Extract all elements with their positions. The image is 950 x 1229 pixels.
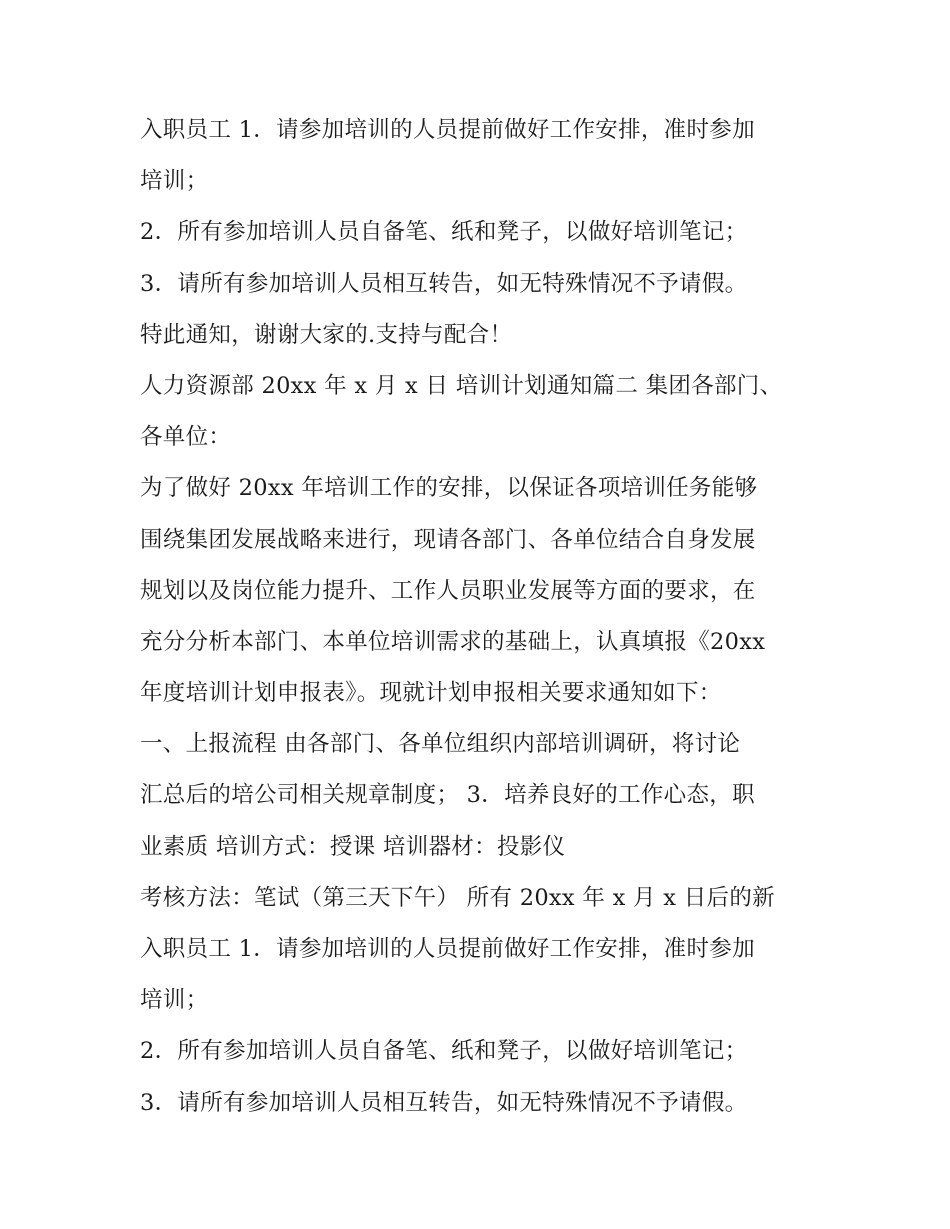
text-line: 2．所有参加培训人员自备笔、纸和凳子，以做好培训笔记； [140, 219, 748, 246]
text-line: 规划以及岗位能力提升、工作人员职业发展等方面的要求，在 [140, 577, 756, 604]
text-line: 一、上报流程 由各部门、各单位组织内部培训调研，将讨论 [140, 731, 741, 758]
text-line: 为了做好 20xx 年培训工作的安排，以保证各项培训任务能够 [140, 475, 758, 502]
text-line: 特此通知，谢谢大家的.支持与配合！ [140, 321, 513, 348]
text-line: 入职员工 1．请参加培训的人员提前做好工作安排，准时参加 [140, 936, 755, 962]
document-body [140, 105, 830, 1129]
text-line: 3．请所有参加培训人员相互转告，如无特殊情况不予请假。 [140, 270, 748, 297]
text-line: 人力资源部 20xx 年 x 月 x 日 培训计划通知篇二 集团各部门、 [140, 372, 783, 399]
text-line: 培训； [140, 987, 209, 1014]
text-line: 各单位： [140, 424, 232, 451]
text-line: 充分分析本部门、本单位培训需求的基础上，认真填报《20xx [140, 628, 766, 655]
text-line: 围绕集团发展战略来进行，现请各部门、各单位结合自身发展 [140, 526, 756, 553]
text-line: 3．请所有参加培训人员相互转告，如无特殊情况不予请假。 [140, 1089, 748, 1116]
text-line: 业素质 培训方式：授课 培训器材：投影仪 [140, 833, 566, 860]
text-line: 年度培训计划申报表》。现就计划申报相关要求通知如下： [140, 680, 722, 707]
text-line: 2．所有参加培训人员自备笔、纸和凳子，以做好培训笔记； [140, 1038, 748, 1065]
text-line: 培训； [140, 168, 209, 195]
text-line: 考核方法：笔试（第三天下午） 所有 20xx 年 x 月 x 日后的新 [140, 884, 775, 911]
text-line: 入职员工 1．请参加培训的人员提前做好工作安排，准时参加 [140, 117, 755, 143]
text-line: 汇总后的培公司相关规章制度； 3．培养良好的工作心态，职 [140, 782, 755, 809]
